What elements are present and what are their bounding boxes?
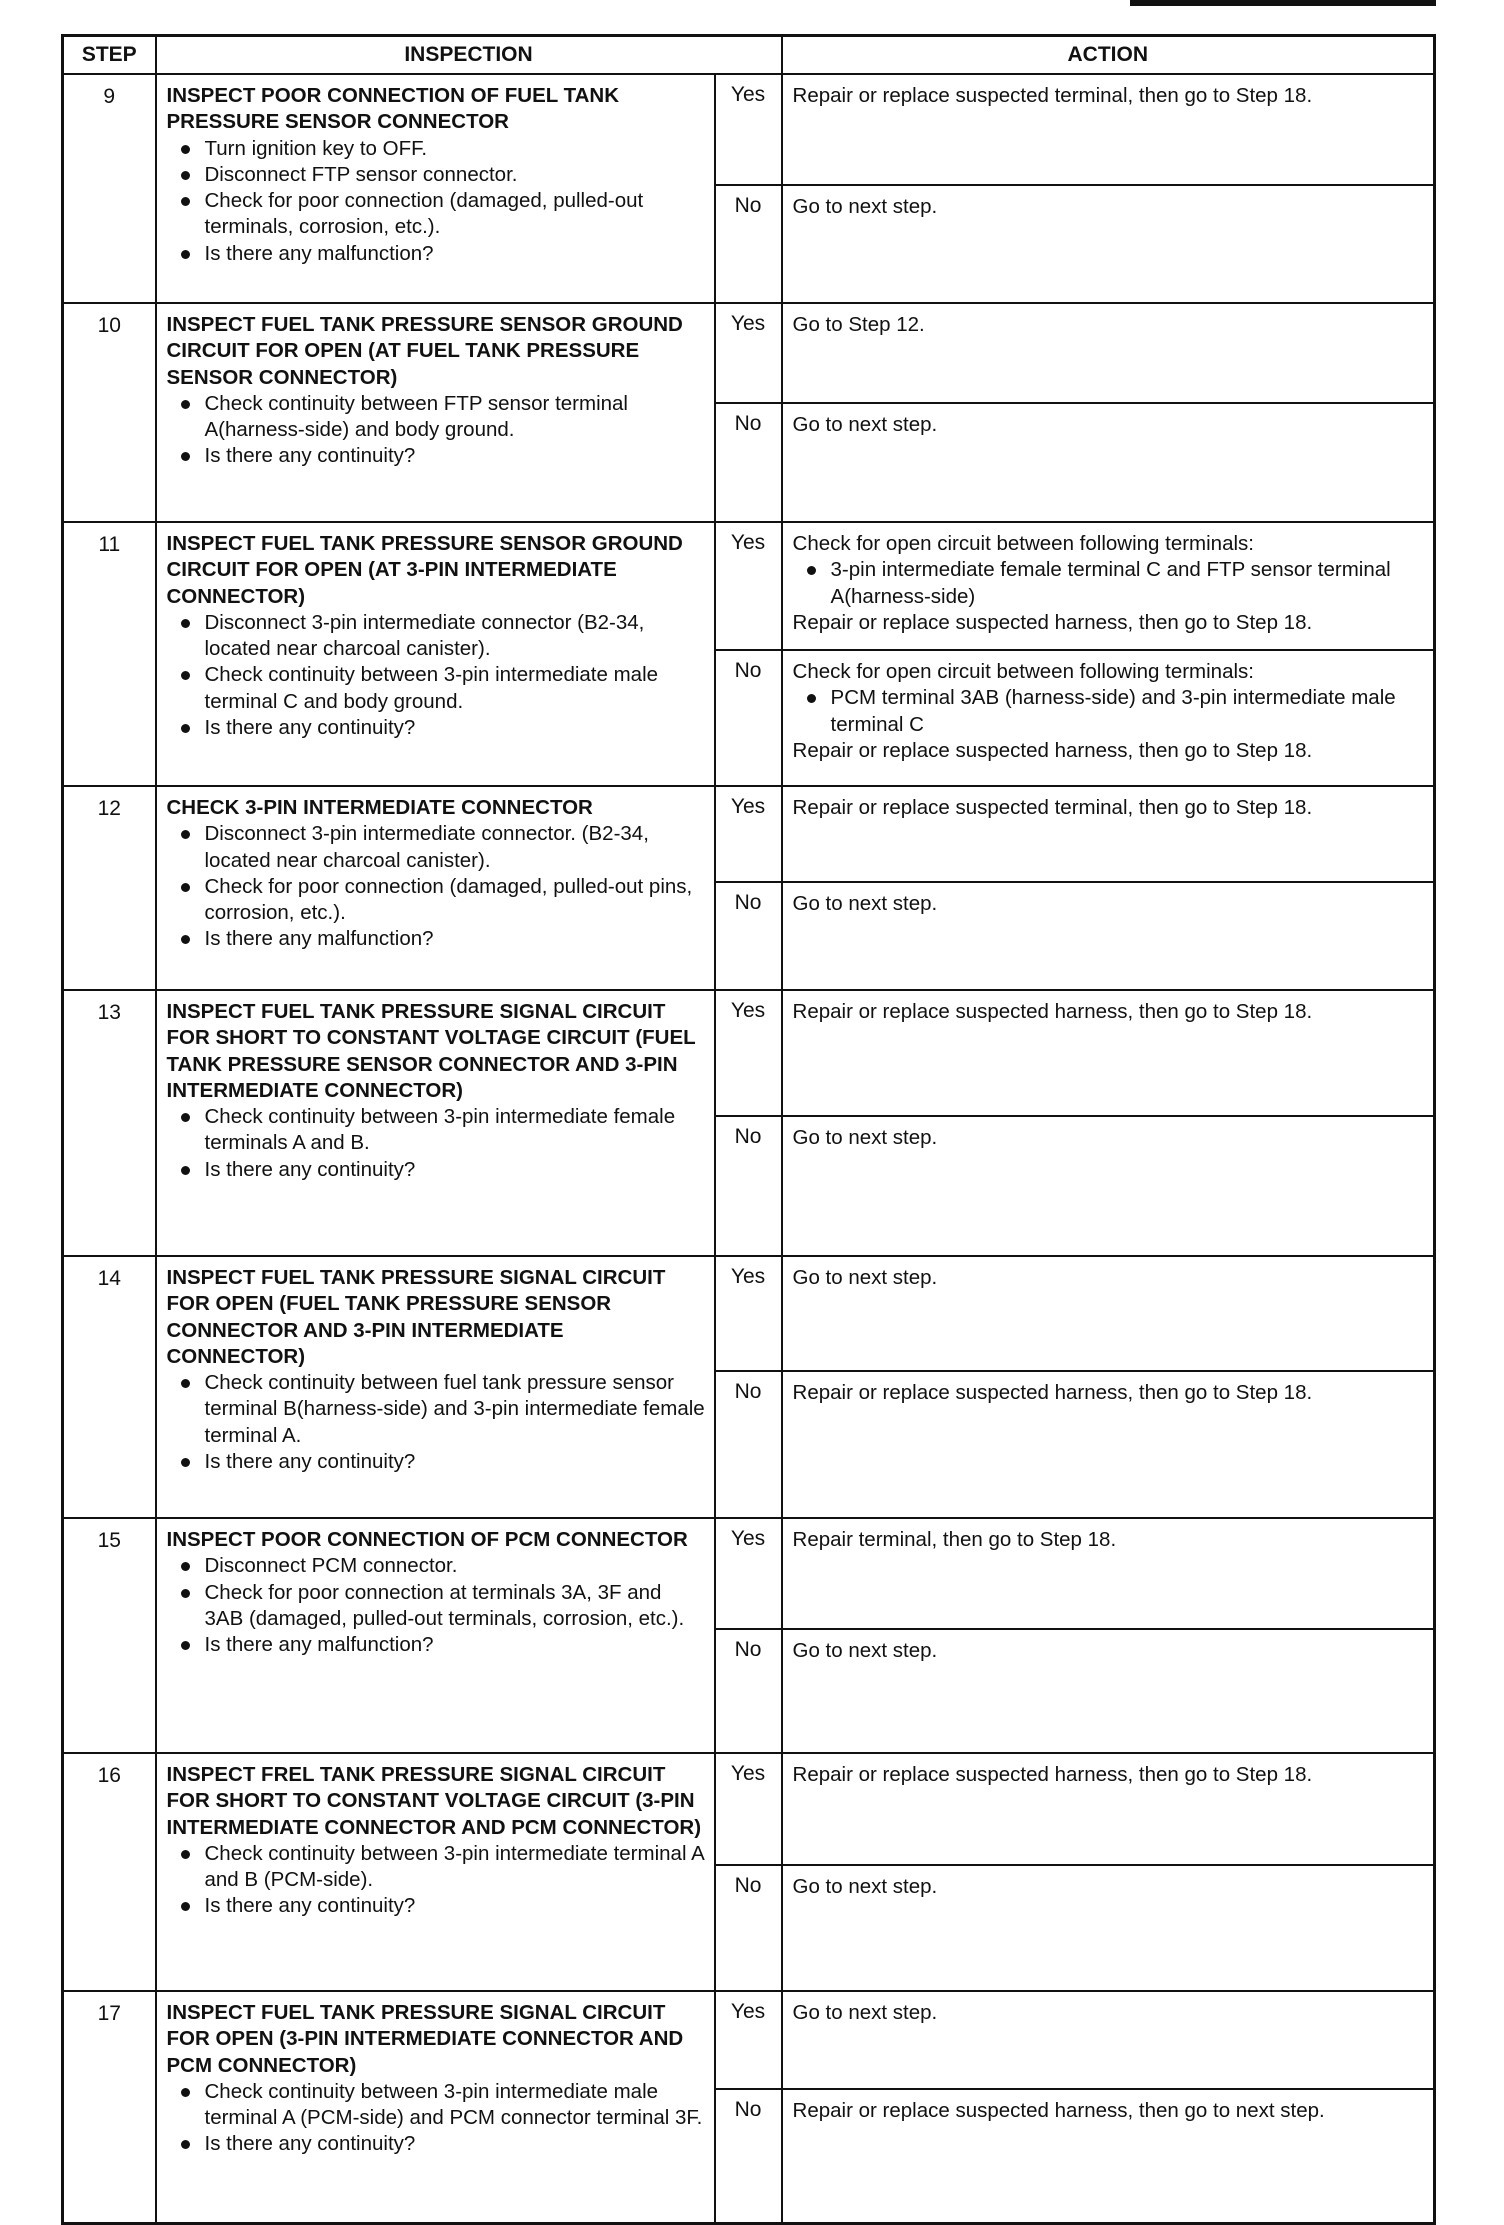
inspection-item: Check continuity between 3-pin intermediate male terminal A (PCM-side) and PCM connector terminal 3F. [167,2079,706,2132]
inspection-list [167,1370,706,1475]
no-action-text: Check for open circuit between following terminals: [792,660,1254,683]
top-rule [1130,0,1436,6]
inspection-item: Disconnect 3-pin intermediate connector. (B2-34, located near charcoal canister). [167,821,706,874]
inspection-title: INSPECT FREL TANK PRESSURE SIGNAL CIRCUIT FOR SHORT TO CONSTANT VOLTAGE CIRCUIT (3-PIN INTERMEDIATE CONNECTOR AND PCM CONNECTOR) [166,1763,702,1839]
inspection-item: Is there any continuity? [167,443,706,469]
step-row-yes [63,1256,1435,1371]
step-number: 15 [63,1518,156,1753]
inspection-list [167,1553,706,1658]
inspection-title: INSPECT FUEL TANK PRESSURE SIGNAL CIRCUIT FOR OPEN (3-PIN INTERMEDIATE CONNECTOR AND PCM CONNECTOR) [166,2001,684,2077]
inspection-cell [156,990,715,1256]
no-action [782,1865,1435,1991]
no-action [782,650,1435,786]
action-bullet-item: 3-pin intermediate female terminal C and FTP sensor terminal A(harness-side) [793,557,1426,610]
inspection-cell [156,1753,715,1991]
inspection-item: Is there any continuity? [167,715,706,741]
step-row-yes [63,74,1435,185]
step-row-yes [63,786,1435,882]
yes-action [782,1256,1435,1371]
inspection-list [167,391,706,470]
header-action: ACTION [782,36,1435,75]
no-action-text: Go to next step. [792,892,938,915]
yes-action [782,786,1435,882]
inspection-item: Is there any malfunction? [167,926,706,952]
inspection-item: Check continuity between fuel tank pressure sensor terminal B(harness-side) and 3-pin intermediate female terminal A. [167,1370,706,1449]
step-row-yes [63,990,1435,1116]
inspection-list [167,821,706,952]
step-number: 12 [63,786,156,990]
inspection-item: Check for poor connection (damaged, pulled-out pins, corrosion, etc.). [167,874,706,927]
inspection-cell [156,1991,715,2224]
yes-action [782,1753,1435,1865]
inspection-cell [156,1256,715,1518]
header-step: STEP [63,36,156,75]
no-action-list [793,685,1426,738]
yes-label: Yes [715,303,782,403]
no-action [782,1116,1435,1256]
inspection-item: Is there any continuity? [167,1893,706,1919]
step-row-yes [63,303,1435,403]
no-label: No [715,403,782,522]
no-label: No [715,185,782,303]
inspection-item: Check for poor connection at terminals 3A, 3F and 3AB (damaged, pulled-out terminals, corrosion, etc.). [167,1580,706,1633]
step-number: 13 [63,990,156,1256]
inspection-item: Disconnect PCM connector. [167,1553,706,1579]
inspection-list [167,1841,706,1920]
no-label: No [715,1865,782,1991]
inspection-item: Disconnect FTP sensor connector. [167,162,706,188]
inspection-list [167,2079,706,2158]
step-number: 16 [63,1753,156,1991]
inspection-item: Check continuity between 3-pin intermediate male terminal C and body ground. [167,662,706,715]
step-row-yes [63,1518,1435,1629]
yes-action-text: Check for open circuit between following terminals: [792,532,1254,555]
step-row-yes [63,1991,1435,2089]
inspection-item: Disconnect 3-pin intermediate connector (B2-34, located near charcoal canister). [167,610,706,663]
yes-label: Yes [715,1753,782,1865]
yes-action [782,1991,1435,2089]
no-action-text: Go to next step. [792,195,938,218]
inspection-title: INSPECT FUEL TANK PRESSURE SIGNAL CIRCUIT FOR SHORT TO CONSTANT VOLTAGE CIRCUIT (FUEL TANK PRESSURE SENSOR CONNECTOR AND 3-PIN INTERMEDIATE CONNECTOR) [166,1000,696,1102]
yes-action [782,74,1435,185]
inspection-cell [156,303,715,522]
yes-label: Yes [715,990,782,1116]
yes-action [782,990,1435,1116]
yes-label: Yes [715,1991,782,2089]
inspection-item: Is there any continuity? [167,1449,706,1475]
action-bullet-item: PCM terminal 3AB (harness-side) and 3-pin intermediate male terminal C [793,685,1426,738]
yes-action-text: Repair or replace suspected terminal, then go to Step 18. [792,796,1313,819]
step-number: 9 [63,74,156,303]
inspection-item: Is there any continuity? [167,1157,706,1183]
no-label: No [715,1371,782,1518]
inspection-item: Turn ignition key to OFF. [167,136,706,162]
step-number: 17 [63,1991,156,2224]
no-label: No [715,1629,782,1753]
no-action [782,185,1435,303]
no-action-text: Go to next step. [792,413,938,436]
yes-label: Yes [715,786,782,882]
inspection-cell [156,74,715,303]
inspection-title: INSPECT FUEL TANK PRESSURE SENSOR GROUND CIRCUIT FOR OPEN (AT 3-PIN INTERMEDIATE CONNECTOR) [166,532,683,608]
step-number: 14 [63,1256,156,1518]
yes-action-text: Go to next step. [792,1266,938,1289]
inspection-item: Check continuity between 3-pin intermediate terminal A and B (PCM-side). [167,1841,706,1894]
inspection-cell [156,522,715,786]
inspection-list [167,136,706,267]
no-action [782,2089,1435,2224]
yes-label: Yes [715,74,782,185]
yes-action-text: Repair or replace suspected terminal, then go to Step 18. [792,84,1313,107]
no-action-text: Go to next step. [792,1126,938,1149]
yes-action-text: Go to next step. [792,2001,938,2024]
no-action-text: Repair or replace suspected harness, then go to next step. [792,2099,1325,2122]
yes-action-text: Go to Step 12. [792,313,925,336]
no-action [782,403,1435,522]
yes-action [782,303,1435,403]
inspection-cell [156,786,715,990]
inspection-item: Check continuity between 3-pin intermediate female terminals A and B. [167,1104,706,1157]
no-label: No [715,882,782,990]
yes-action-list [793,557,1426,610]
yes-action-followup: Repair or replace suspected harness, then go to Step 18. [792,610,1313,634]
yes-label: Yes [715,522,782,650]
inspection-item: Check for poor connection (damaged, pulled-out terminals, corrosion, etc.). [167,188,706,241]
no-action-text: Repair or replace suspected harness, then go to Step 18. [792,1381,1313,1404]
step-row-yes [63,522,1435,650]
yes-label: Yes [715,1256,782,1371]
inspection-item: Is there any continuity? [167,2131,706,2157]
no-label: No [715,1116,782,1256]
header-inspection: INSPECTION [156,36,782,75]
no-action-text: Go to next step. [792,1875,938,1898]
inspection-title: INSPECT FUEL TANK PRESSURE SENSOR GROUND CIRCUIT FOR OPEN (AT FUEL TANK PRESSURE SENSOR CONNECTOR) [166,313,683,389]
no-label: No [715,650,782,786]
inspection-title: CHECK 3-PIN INTERMEDIATE CONNECTOR [166,796,593,819]
no-action [782,1629,1435,1753]
no-action-followup: Repair or replace suspected harness, then go to Step 18. [792,738,1313,762]
inspection-item: Check continuity between FTP sensor terminal A(harness-side) and body ground. [167,391,706,444]
inspection-list [167,610,706,741]
step-number: 10 [63,303,156,522]
inspection-item: Is there any malfunction? [167,241,706,267]
header-row [63,36,1435,75]
yes-action-text: Repair or replace suspected harness, then go to Step 18. [792,1763,1313,1786]
inspection-title: INSPECT POOR CONNECTION OF PCM CONNECTOR [166,1528,688,1551]
inspection-title: INSPECT FUEL TANK PRESSURE SIGNAL CIRCUIT FOR OPEN (FUEL TANK PRESSURE SENSOR CONNECTOR AND 3-PIN INTERMEDIATE CONNECTOR) [166,1266,666,1368]
step-row-yes [63,1753,1435,1865]
no-action-text: Go to next step. [792,1639,938,1662]
step-number: 11 [63,522,156,786]
no-action [782,882,1435,990]
inspection-item: Is there any malfunction? [167,1632,706,1658]
yes-label: Yes [715,1518,782,1629]
diagnostic-table [61,34,1436,2225]
yes-action [782,1518,1435,1629]
inspection-title: INSPECT POOR CONNECTION OF FUEL TANK PRESSURE SENSOR CONNECTOR [166,84,620,134]
yes-action-text: Repair terminal, then go to Step 18. [792,1528,1117,1551]
inspection-cell [156,1518,715,1753]
inspection-list [167,1104,706,1183]
no-label: No [715,2089,782,2224]
no-action [782,1371,1435,1518]
yes-action [782,522,1435,650]
yes-action-text: Repair or replace suspected harness, then go to Step 18. [792,1000,1313,1023]
